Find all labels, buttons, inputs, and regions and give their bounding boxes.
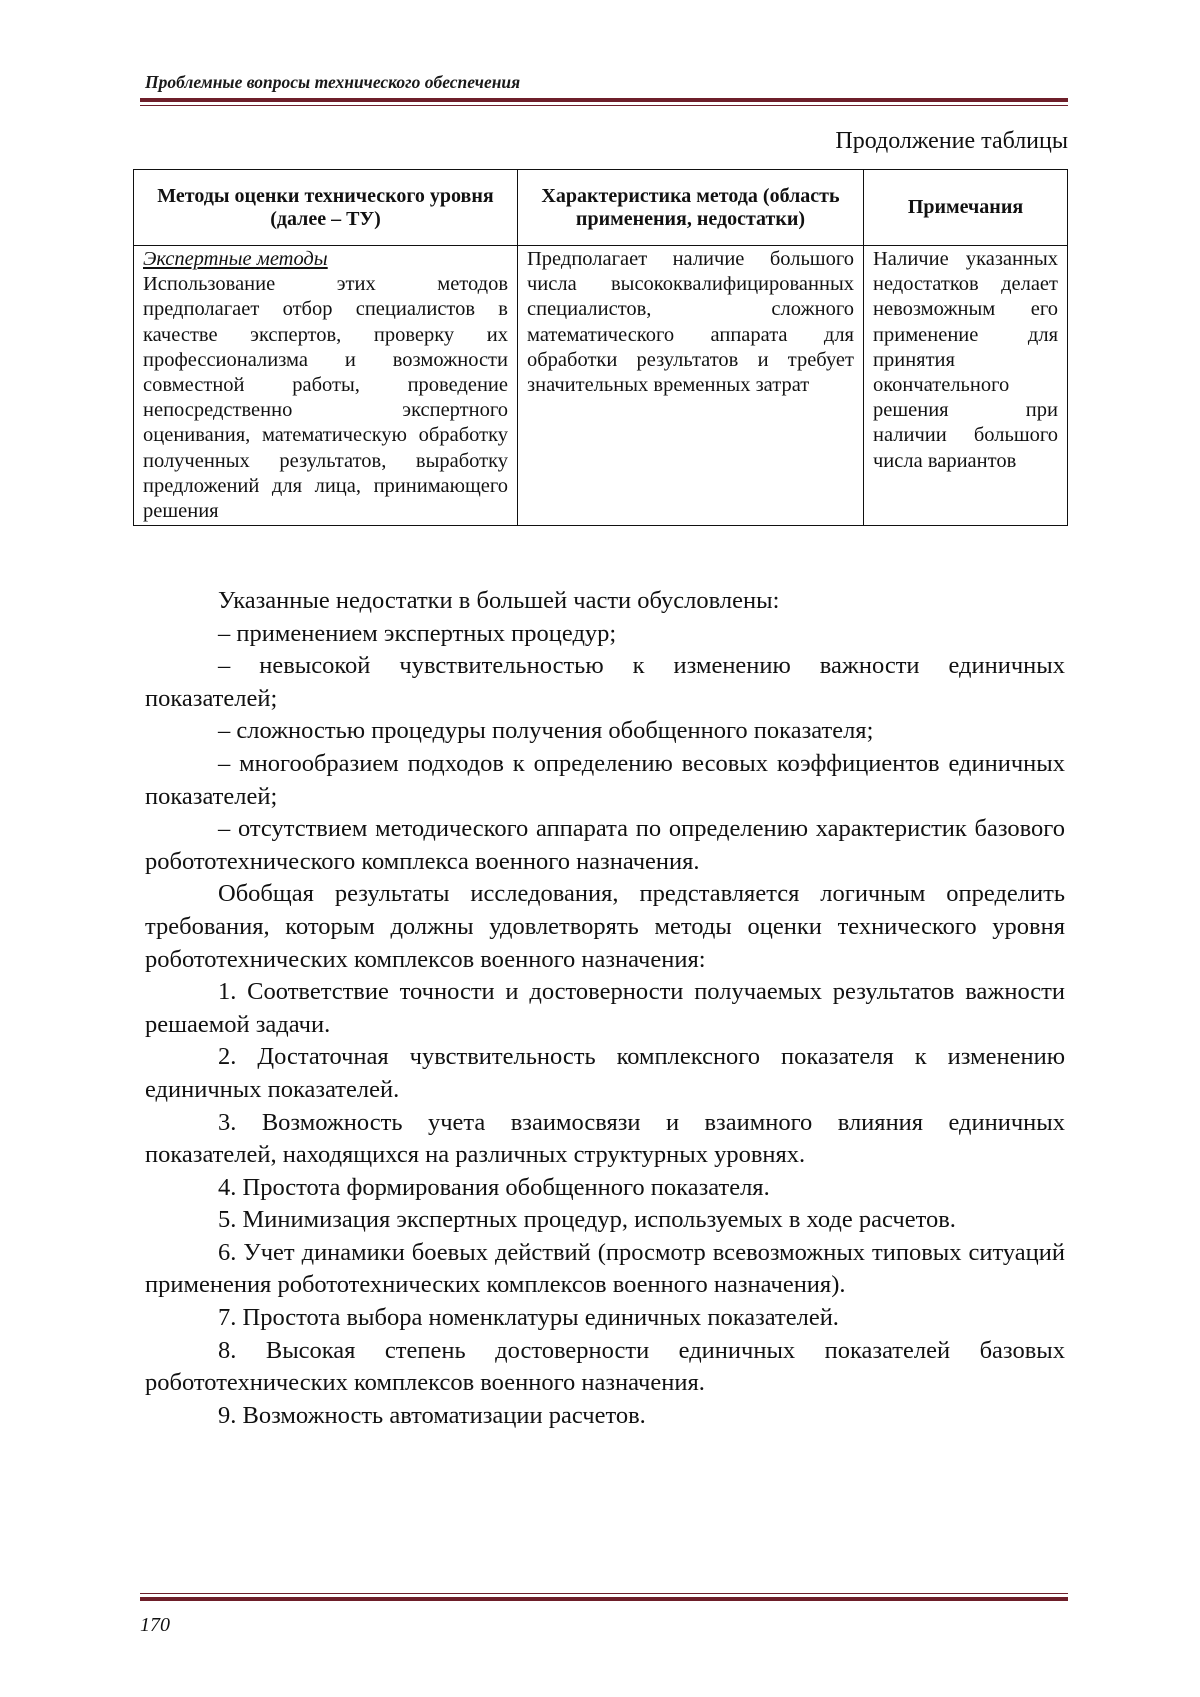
requirement-item: 2. Достаточная чувствительность комплексного показателя к изменению единичных показателей.	[145, 1043, 1065, 1103]
requirement-item: 3. Возможность учета взаимосвязи и взаимного влияния единичных показателей, находящихся на различных структурных уровнях.	[145, 1108, 1065, 1169]
list-item: – невысокой чувствительностью к изменению важности единичных показателей;	[145, 652, 1065, 712]
requirement-item: 6. Учет динамики боевых действий (просмотр всевозможных типовых ситуаций применения робототехнических комплексов военного назначения).	[145, 1238, 1065, 1299]
page-number: 170	[140, 1614, 170, 1636]
header-rule-thick	[140, 98, 1068, 102]
table-continuation-label: Продолжение таблицы	[835, 128, 1068, 154]
column-header: Примечания	[864, 170, 1068, 246]
characteristic-cell: Предполагает наличие большого числа высококвалифицированных специалистов, сложного математического аппарата для обработки результатов и требует значительных временных затрат	[518, 246, 864, 526]
requirement-item: 8. Высокая степень достоверности единичных показателей базовых робототехнических комплексов военного назначения.	[145, 1336, 1065, 1397]
table-row	[134, 246, 1068, 526]
method-description: Использование этих методов предполагает отбор специалистов в качестве экспертов, проверку их профессионализма и возможности совместной работы, проведение непосредственно экспертного оценивания, математическую обработку полученных результатов, выработку предложений для лица, принимающего решения	[143, 273, 508, 523]
method-title: Экспертные методы	[143, 248, 328, 270]
list-item: – отсутствием методического аппарата по определению характеристик базового робототехнического комплекса военного назначения.	[145, 815, 1065, 875]
footer-rule-thick	[140, 1597, 1068, 1601]
list-item: – многообразием подходов к определению весовых коэффициентов единичных показателей;	[145, 749, 1065, 810]
note-cell: Наличие указанных недостатков делает невозможным его применение для принятия окончательного решения при наличии большого числа вариантов	[864, 246, 1068, 526]
method-cell	[134, 246, 518, 526]
paragraph: Указанные недостатки в большей части обусловлены:	[218, 587, 780, 614]
requirement-item: 1. Соответствие точности и достоверности получаемых результатов важности решаемой задачи.	[145, 978, 1065, 1038]
column-header: Характеристика метода (область применения, недостатки)	[518, 170, 864, 246]
body-text	[145, 585, 1065, 1432]
list-item: – применением экспертных процедур;	[218, 619, 617, 647]
footer-rule-thin	[140, 1593, 1068, 1594]
paragraph: Обобщая результаты исследования, представляется логичным определить требования, которым должны удовлетворять методы оценки технического уровня робототехнических комплексов военного назначения:	[145, 880, 1065, 973]
requirement-item: 9. Возможность автоматизации расчетов.	[218, 1401, 646, 1429]
column-header: Методы оценки технического уровня (далее – ТУ)	[134, 170, 518, 246]
running-header: Проблемные вопросы технического обеспечения	[145, 72, 521, 92]
list-item: – сложностью процедуры получения обобщенного показателя;	[218, 717, 874, 745]
header-rule-thin	[140, 105, 1068, 106]
table-header-row	[134, 170, 1068, 246]
requirement-item: 7. Простота выбора номенклатуры единичных показателей.	[218, 1304, 839, 1332]
requirement-item: 5. Минимизация экспертных процедур, используемых в ходе расчетов.	[218, 1206, 956, 1234]
methods-table	[133, 169, 1068, 526]
requirement-item: 4. Простота формирования обобщенного показателя.	[218, 1173, 770, 1201]
